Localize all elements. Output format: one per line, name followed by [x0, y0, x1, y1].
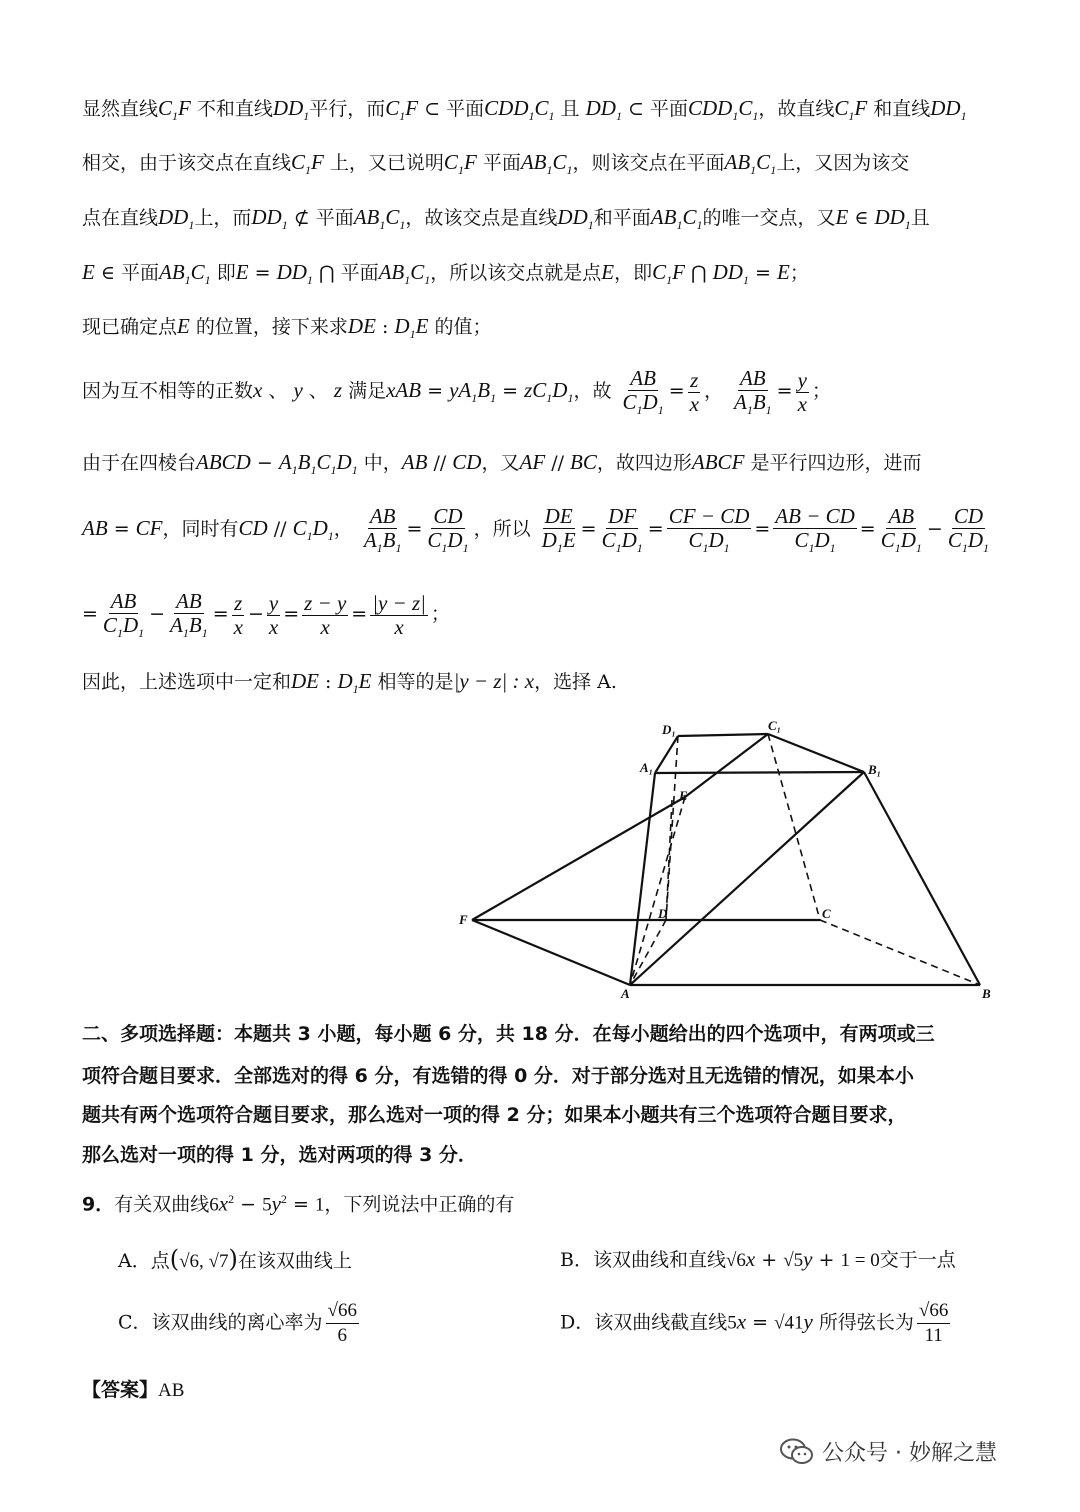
text-line-6: 因为互不相等的正数x 、 y 、 z 满足xAB = $yA_1B_1 = zC_1D_1$，故 $\frac{AB}{C_1D_1}$ = $\frac{z}{x}$ ， $\frac{AB}{A_1B_1}$ = $\frac{y}{x}$ ；	[82, 366, 831, 418]
option-a: A．点(√6, √7)在该双曲线上	[118, 1245, 352, 1273]
wechat-icon	[780, 1438, 814, 1466]
label-B: B	[982, 986, 991, 1001]
option-c: C．该双曲线的离心率为 $\frac{√66}{6}$	[118, 1300, 357, 1346]
option-d: D．该双曲线截直线5x = √41y 所得弦长为 $\frac{√66}{11}$	[560, 1300, 949, 1346]
text-line-9: = $\frac{AB}{C_1D_1}$ − $\frac{AB}{A_1B_1}$ = $\frac{z}{x}$ − $\frac{y}{x}$ = $\frac{z - y}{x}$ = $\frac{|y - z|}{x}$ ；	[82, 589, 450, 641]
text-line-5: 现已确定点E 的位置，接下来求DE : $D_1E$ 的值；	[82, 314, 492, 341]
text-line-2: 相交，由于该交点在直线$C_1F$ 上，又已说明$C_1F$ 平面$AB_1C_1$，则该交点在平面$AB_1C_1$上，又因为该交	[82, 150, 910, 177]
section-title-line-3: 题共有两个选项符合题目要求，那么选对一项的得 2 分；如果本小题共有三个选项符合题目要求，	[82, 1104, 907, 1126]
section-title-line-2: 项符合题目要求．全部选对的得 6 分，有选错的得 0 分．对于部分选对且无选错的情况，如果本小	[82, 1065, 914, 1087]
question-9: 9．有关双曲线$6x^2 - 5y^2 = 1$，下列说法中正确的有	[82, 1191, 515, 1216]
label-F: F	[459, 912, 468, 927]
section-title-line-4: 那么选对一项的得 1 分，选对两项的得 3 分．	[82, 1144, 477, 1166]
section-title-line-1: 二、多项选择题：本题共 3 小题，每小题 6 分，共 18 分．在每小题给出的四个选项中，有两项或三	[82, 1023, 935, 1045]
text-line-8: AB = CF，同时有CD // $C_1D_1$， $\frac{AB}{A_1B_1}$ = $\frac{CD}{C_1D_1}$ ，所以 $\frac{DE}{D_1E}$ = $\frac{DF}{C_1D_1}$ = $\frac{CF - CD}{C_1D_1}$ = $\frac{AB - CD}{C_1D_1}$ = $\frac{AB}{C_1D_1}$ − $\frac{CD}{C_1D_1}$	[82, 504, 990, 556]
label-A1: A₁	[640, 760, 654, 775]
label-C1: C₁	[768, 718, 782, 733]
text-line-10: 因此，上述选项中一定和DE : $D_1E$ 相等的是|y − z| : x，选择 A.	[82, 669, 617, 696]
text-line-7: 由于在四棱台ABCD − $A_1B_1C_1D_1$ 中，AB // CD，又AF // BC，故四边形ABCF 是平行四边形，进而	[82, 450, 922, 477]
label-D1: D₁	[662, 722, 676, 737]
label-B1: B₁	[868, 762, 882, 777]
label-A: A	[621, 986, 630, 1001]
label-C: C	[822, 906, 831, 921]
option-b: B．该双曲线和直线√6x + √5y + 1 = 0交于一点	[560, 1247, 956, 1271]
text-line-3: 点在直线$DD_1$上，而$DD_1$ ⊄ 平面$AB_1C_1$，故该交点是直线$DD_1$和平面$AB_1C_1$的唯一交点，又E ∈ $DD_1$且	[82, 205, 930, 232]
watermark: 公众号 · 妙解之慧	[780, 1436, 997, 1467]
answer: 【答案】AB	[82, 1379, 185, 1401]
text-line-1: 显然直线$C_1F$ 不和直线$DD_1$平行，而$C_1F$ ⊂ 平面$CDD_1C_1$ 且 $DD_1$ ⊂ 平面$CDD_1C_1$，故直线$C_1F$ 和直线$DD_1$	[82, 96, 967, 123]
label-D: D	[658, 906, 668, 921]
text-line-4: E ∈ 平面$AB_1C_1$ 即$E = DD_1$ ⋂ 平面$AB_1C_1$，所以该交点就是点E，即$C_1F$ ⋂ $DD_1 = E$；	[82, 260, 809, 287]
label-E: E	[679, 788, 688, 803]
